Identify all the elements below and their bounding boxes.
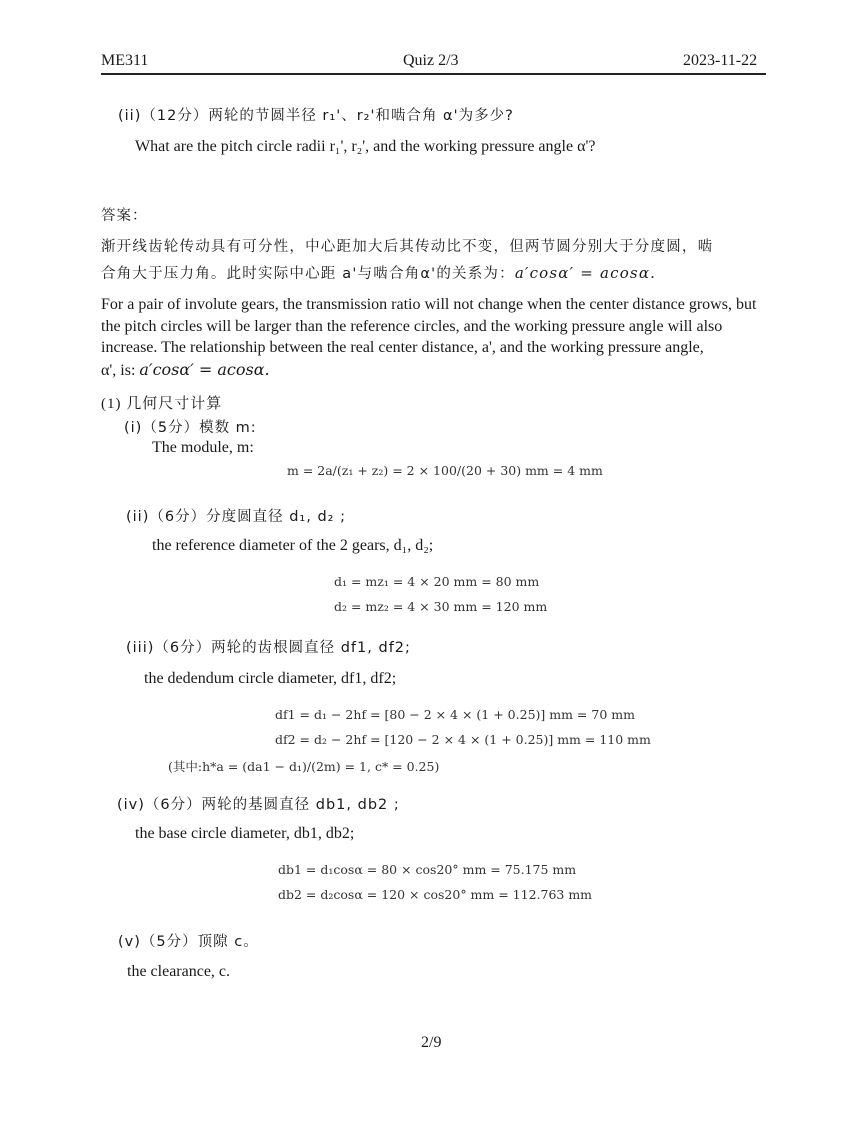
s-ii-cn: (ii)（6分）分度圆直径 d₁, d₂ ;: [126, 509, 346, 525]
s-v-en: the clearance, c.: [127, 963, 231, 980]
s-iv-cn: (iv)（6分）两轮的基圆直径 db1, db2 ;: [117, 797, 400, 813]
section-1-heading: (1) 几何尺寸计算: [101, 396, 223, 412]
answer-cn-line2: 合角大于压力角。此时实际中心距 a'与啮合角α'的关系为：: [101, 266, 515, 282]
s-i-cn: (i)（5分）模数 m:: [124, 420, 257, 436]
s-iv-en: the base circle diameter, db1, db2;: [135, 825, 355, 842]
answer-cn-paragraph: [101, 234, 766, 287]
iii-note: (其中:h*a = (da1 − d₁)/(2m) = 1, c* = 0.25): [168, 759, 440, 774]
s-v-cn: (v)（5分）顶隙 c。: [118, 934, 259, 950]
d2-equation: d₂ = mz₂ = 4 × 30 mm = 120 mm: [334, 599, 548, 614]
db1-equation: db1 = d₁cosα = 80 × cos20° mm = 75.175 mm: [278, 862, 577, 877]
course-code: ME311: [101, 52, 149, 69]
relation-equation: a′cosα′ = acosα.: [514, 264, 657, 282]
s-iii-en: the dedendum circle diameter, df1, df2;: [144, 670, 397, 687]
quiz-date: 2023-11-22: [683, 52, 758, 69]
answer-en-text: For a pair of involute gears, the transmission ratio will not change when the center distance grows, but the pitch circles will be larger than the reference circles, and the working pressure angle will also increase. The relationship between the real center distance, a', and the working pressure angle,: [101, 296, 757, 356]
question-ii-cn: (ii)（12分）两轮的节圆半径 r₁'、r₂'和啮合角 α'为多少?: [118, 108, 514, 124]
module-equation: m = 2a/(z₁ + z₂) = 2 × 100/(20 + 30) mm = 4 mm: [287, 463, 603, 478]
answer-en-paragraph: [101, 294, 766, 381]
question-ii-en: What are the pitch circle radii r₁', r₂', and the working pressure angle α'?: [135, 138, 596, 155]
s-iii-cn: (iii)（6分）两轮的齿根圆直径 df1, df2;: [126, 640, 411, 656]
db2-equation: db2 = d₂cosα = 120 × cos20° mm = 112.763 mm: [278, 887, 593, 902]
answer-en-tail: α', is:: [101, 361, 140, 379]
d1-equation: d₁ = mz₁ = 4 × 20 mm = 80 mm: [334, 574, 540, 589]
quiz-label: Quiz 2/3: [403, 52, 459, 69]
s-ii-en: the reference diameter of the 2 gears, d₁, d₂;: [152, 537, 434, 554]
header-rule: [101, 73, 766, 75]
df1-equation: df1 = d₁ − 2hf = [80 − 2 × 4 × (1 + 0.25)] mm = 70 mm: [275, 707, 635, 722]
answer-label: 答案：: [101, 208, 148, 224]
page-number: 2/9: [421, 1034, 442, 1051]
answer-cn-line1: 渐开线齿轮传动具有可分性，中心距加大后其传动比不变，但两节圆分别大于分度圆，啮: [101, 239, 714, 255]
df2-equation: df2 = d₂ − 2hf = [120 − 2 × 4 × (1 + 0.25)] mm = 110 mm: [275, 732, 651, 747]
relation-equation-en: a′cosα′ = acosα.: [139, 359, 270, 379]
s-i-en: The module, m:: [152, 439, 254, 456]
